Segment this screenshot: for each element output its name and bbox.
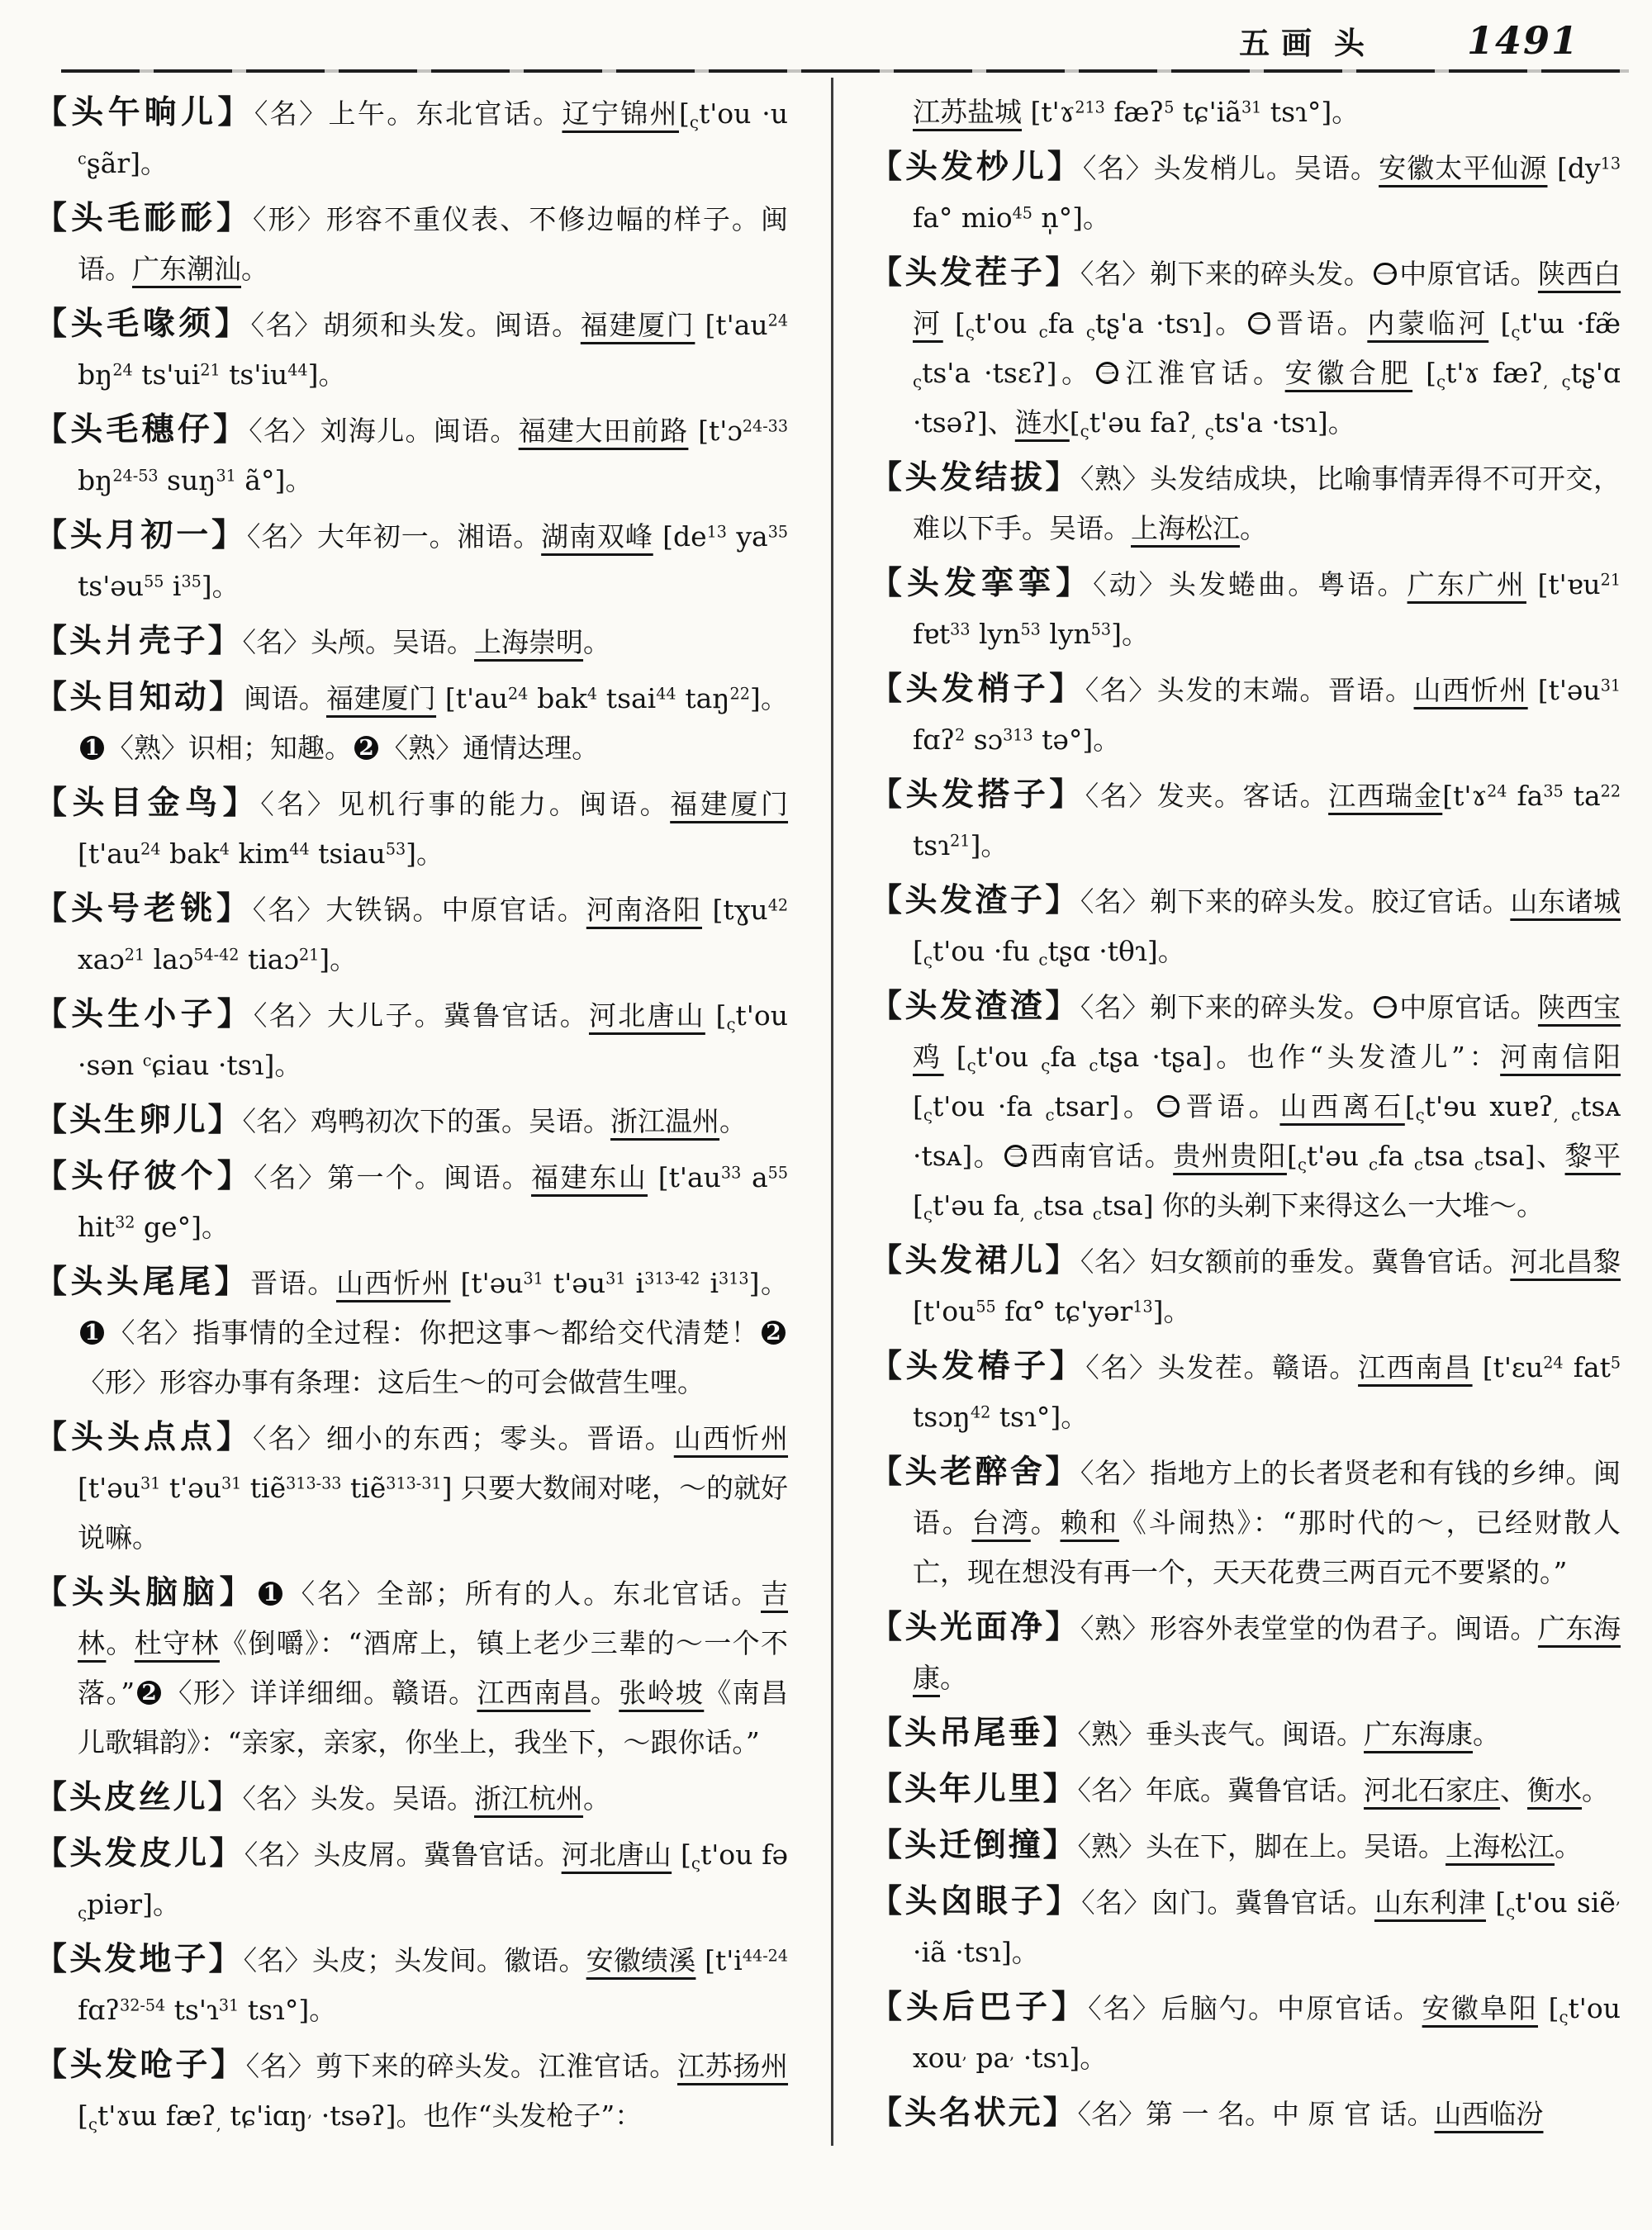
place-name: 江西南昌: [1358, 1351, 1473, 1383]
dictionary-entry: [870, 558, 1621, 659]
header-section-radical: [1239, 18, 1376, 63]
dictionary-entry: [35, 616, 788, 667]
dictionary-entry: [35, 778, 788, 879]
dictionary-entry: [870, 770, 1621, 871]
entry-body: 〈名〉头皮屑。冀鲁官话。河北唐山 [$_\varsigma t'ou$ fə $_\varsigma$piər]。: [78, 1839, 788, 1923]
dictionary-entry: [870, 1820, 1621, 1872]
place-name: 内蒙临河: [1367, 307, 1489, 339]
entry-headword: 【头发裙儿】: [870, 1241, 1080, 1279]
black-circled-number: 2: [137, 1681, 161, 1705]
entry-headword: 【头年儿里】: [870, 1770, 1078, 1808]
place-name: 山西忻州: [1413, 674, 1528, 706]
entry-body: 〈名〉刘海儿。闽语。福建大田前路 [t'ɔ$^{24-33}$ $bŋ^{24-53}$ suŋ$^{31}$ ã°]。: [78, 415, 788, 496]
entry-body: 〈名〉剃下来的碎头发。 一中原官话。陕西宝鸡 [$_\varsigma t'ou$ $_\varsigma$fa $_c$tʂa ·tʂa]。也作“头发渣儿”：河南信阳 [$_\varsigma t'ou \cdot fa$ $_c$tsar]。 二晋语。山西离石[$_\varsigma t'ɘu$ xuɐʔ$_,$ $_c$tsᴀ ·tsᴀ]。 三西南官话。贵州贵阳[$_\varsigma t'əu$ $_c$fa $_c$tsa $_c$tsa]、黎平[$_\varsigma t'əu$ $fa_,$ $_c$tsa $_c$tsa] 你的头剃下来得这么一大堆～。: [913, 991, 1621, 1224]
circled-number: 三: [1004, 1145, 1027, 1167]
dictionary-entry: [35, 1568, 788, 1767]
dictionary-entry: [35, 510, 788, 611]
place-name: 杜守林: [134, 1627, 220, 1659]
dictionary-entry: [870, 2088, 1621, 2139]
entry-headword: 【头迁倒撞】: [870, 1826, 1078, 1864]
dictionary-entry: [870, 1708, 1621, 1759]
entry-body: 〈名〉头发梢儿。吴语。安徽太平仙源 [$dy^{13}$ fa° mio$^{45}$ n̩°]。: [913, 152, 1621, 234]
black-circled-number: 1: [259, 1582, 282, 1606]
entry-headword: 【头月初一】: [35, 516, 247, 554]
place-name: 福建厦门: [670, 788, 789, 820]
place-name: 上海松江: [1131, 512, 1240, 544]
dictionary-entry: [35, 1772, 788, 1824]
entry-body: 〈名〉妇女额前的垂发。冀鲁官话。河北昌黎[$t'ou^{55}$ fɑ° tɕ'yər$^{13}$]。: [913, 1245, 1621, 1327]
dictionary-entry: [35, 1257, 788, 1407]
entry-body: 〈名〉头发。吴语。浙江杭州。: [242, 1782, 611, 1815]
place-name: 山东利津: [1374, 1886, 1486, 1919]
entry-body: 〈熟〉形容外表堂堂的伪君子。闽语。广东海康。: [913, 1612, 1621, 1694]
entry-body: 〈熟〉垂头丧气。闽语。广东海康。: [1077, 1718, 1501, 1750]
entry-body: 〈名〉指地方上的长者贤老和有钱的乡绅。闽语。台湾。赖和《斗闹热》：“那时代的～，已经财散人亡，现在想没有再一个，天天花费三两百元不要紧的。”: [913, 1457, 1621, 1588]
entry-headword: 【头号老铫】: [35, 890, 253, 928]
page-header: [33, 18, 1629, 63]
dictionary-entry: [870, 1764, 1621, 1815]
place-name: 江西南昌: [477, 1677, 591, 1709]
black-circled-number: 2: [354, 736, 378, 760]
entry-headword: 【头发茬子】: [870, 254, 1080, 292]
place-name: 上海崇明: [474, 626, 584, 658]
entry-headword: 【头吊尾垂】: [870, 1714, 1078, 1752]
entry-body: 〈名〉剃下来的碎头发。胶辽官话。山东诸城[$_\varsigma t'ou \cdot fu$ $_c$tʂɑ ·tθɿ]。: [913, 885, 1621, 970]
entry-headword: 【头发梢子】: [870, 670, 1085, 708]
dictionary-entry: [35, 405, 788, 505]
place-name: 黎平: [1564, 1140, 1621, 1172]
circled-number: 三: [1096, 362, 1118, 384]
place-name: 河北唐山: [588, 999, 705, 1032]
place-name: 河北石家庄: [1364, 1774, 1501, 1806]
place-name: 河北昌黎: [1510, 1245, 1621, 1278]
dictionary-entry: [35, 672, 788, 773]
black-circled-number: 2: [762, 1321, 786, 1345]
place-name: 山西忻州: [673, 1422, 789, 1454]
entry-body: 〈名〉剃下来的碎头发。 一中原官话。陕西白河 [$_\varsigma t'ou$ $_c$fa $_\varsigma$tʂ'a ·tsɿ]。 二晋语。内蒙临河 [$_\varsigma t'ɯ$ ·fæ̃ $_\varsigma$ts'a ·tsɛʔ]。 三江淮官话。安徽合肥 [$_\varsigma t'ɤ$ fæʔ$_,$ $_\varsigma$tʂ'ɑ ·tsəʔ]、涟水[$_\varsigma t'əu$ faʔ$_,$ $_\varsigma$ts'a ·tsɿ]。: [913, 258, 1621, 441]
entry-body: 〈名〉大儿子。冀鲁官话。河北唐山 [$_\varsigma t'ou$ ·sən $^c$ɕiau ·tsɿ]。: [78, 999, 788, 1081]
entry-headword: 【头发皮儿】: [35, 1834, 244, 1872]
dictionary-entry: [35, 1412, 788, 1563]
entry-body: 〈名〉头颅。吴语。上海崇明。: [242, 626, 611, 658]
entry-headword: 【头头尾尾】: [35, 1263, 251, 1301]
entry-headword: 【头生卵儿】: [35, 1101, 243, 1139]
place-name: 山西忻州: [336, 1267, 451, 1299]
entry-headword: 【头生小子】: [35, 995, 254, 1033]
dictionary-entry: [870, 1236, 1621, 1336]
entry-headword: 【头老醉舍】: [870, 1453, 1080, 1491]
place-name: 陕西宝鸡: [913, 991, 1621, 1073]
entry-body: 〈熟〉头在下，脚在上。吴语。上海松江。: [1077, 1830, 1583, 1862]
entry-body: 〈名〉剪下来的碎头发。江淮官话。江苏扬州[$_\varsigma t'ɤɯ$ fæʔ$_,$ tɕ'iɑŋ, ·tsəʔ]。也作“头发枪子”：: [78, 2050, 789, 2134]
entry-headword: 【头发结拔】: [870, 458, 1080, 496]
place-name: 贵州贵阳: [1173, 1140, 1287, 1172]
circled-number: 一: [1374, 996, 1396, 1018]
place-name: 河南信阳: [1500, 1041, 1621, 1073]
entry-headword: 【头发挛挛】: [870, 564, 1094, 602]
place-name: 山西临汾: [1434, 2098, 1544, 2130]
entry-headword: 【头名状元】: [870, 2094, 1078, 2132]
dictionary-entry: [870, 1341, 1621, 1442]
place-name: 河北唐山: [561, 1839, 672, 1871]
entry-headword: 【头后巴子】: [870, 1988, 1089, 2026]
left-column: [33, 78, 831, 2146]
entry-body: 〈名〉囟门。冀鲁官话。山东利津 [$_\varsigma t'ou$ siẽ, ·iã ·tsɿ]。: [913, 1886, 1621, 1968]
place-name: 江苏扬州: [676, 2050, 789, 2082]
entry-body: 〈名〉第 一 名。中 原 官 话。山西临汾: [1077, 2098, 1544, 2130]
place-name: 江苏盐城: [913, 96, 1022, 128]
dictionary-entry: [870, 1877, 1621, 1977]
entry-body: 〈名〉大年初一。湘语。湖南双峰 [$de^{13}$ $ya^{35}$ ts'əu$^{55}$ $i^{35}$]。: [78, 520, 789, 602]
dictionary-entry-continuation: [870, 88, 1621, 137]
entry-body: 〈名〉第一个。闽语。福建东山 [$t'au^{33}$ $a^{55}$ hit$^{32}$ ge°]。: [78, 1161, 789, 1243]
entry-headword: 【头毛喙须】: [35, 305, 251, 343]
place-name: 福建厦门: [325, 682, 437, 714]
dictionary-entry: [870, 664, 1621, 765]
entry-body: 〈名〉后脑勺。中原官话。安徽阜阳 [$_\varsigma t'ou$ xou, pa, ·tsɿ]。: [913, 1992, 1621, 2074]
place-name: 衡水: [1527, 1774, 1583, 1806]
entry-headword: 【头发渣子】: [870, 881, 1080, 919]
entry-headword: 【头发地子】: [35, 1940, 244, 1978]
place-name: 赖和: [1060, 1506, 1119, 1539]
entry-body: 〈名〉年底。冀鲁官话。河北石家庄、衡水。: [1077, 1774, 1610, 1806]
entry-body: 〈名〉头发的末端。晋语。山西忻州 [t'əu$^{31}$ fɑʔ$^2$ sɔ$^{313}$ tə°]。: [913, 674, 1621, 756]
dictionary-entry: [35, 88, 788, 188]
black-circled-number: 1: [80, 736, 104, 760]
entry-body: 〈熟〉头发结成块，比喻事情弄得不可开交，难以下手。吴语。上海松江。: [913, 463, 1621, 544]
dictionary-entry: [35, 884, 788, 985]
entry-headword: 【头头脑脑】: [35, 1573, 257, 1611]
dictionary-entry: [35, 2040, 788, 2141]
entry-body: 晋语。山西忻州 [t'əu$^{31}$ t'əu$^{31}$ $i^{313-42}$ $i^{313}$]。1 〈名〉指事情的全过程：你把这事～都给交代清楚！ 2〈形〉形容办事有条理：这后生～的可会做营生哩。: [78, 1267, 789, 1398]
place-name: 浙江温州: [610, 1105, 720, 1137]
entry-body: 〈名〉见机行事的能力。闽语。福建厦门 [$t'au^{24}$ bak$^4$ kim$^{44}$ tsiau$^{53}$]。: [78, 788, 789, 870]
circled-number: 二: [1248, 312, 1270, 334]
entry-body: 〈名〉大铁锅。中原官话。河南洛阳 [tɣu$^{42}$ xaɔ$^{21}$ laɔ$^{54-42}$ tiaɔ$^{21}$]。: [78, 894, 789, 975]
entry-headword: 【头发椿子】: [870, 1347, 1086, 1385]
entry-headword: 【头囟眼子】: [870, 1882, 1082, 1920]
place-name: 安徽阜阳: [1422, 1992, 1538, 2024]
entry-headword: 【头午晌儿】: [35, 93, 254, 131]
dictionary-entry: [870, 1982, 1621, 2083]
entry-body: 〈名〉头发茬。赣语。江西南昌 [t'ɛu$^{24}$ fat$^5$ tsɔŋ$^{42}$ tsɿ°]。: [913, 1351, 1621, 1433]
place-name: 福建大田前路: [518, 415, 689, 447]
right-column: [831, 78, 1629, 2146]
dictionary-entry: [35, 299, 788, 400]
entry-headword: 【头发呛子】: [35, 2046, 246, 2084]
entry-body: 江苏盐城 [t'ɤ$^{213}$ fæʔ$^5$ $tɕ'iã^{31}$ tsɿ°]。: [913, 96, 1360, 128]
place-name: 山西离石: [1279, 1090, 1405, 1122]
circled-number: 一: [1374, 263, 1396, 285]
circled-number: 二: [1157, 1095, 1180, 1117]
place-name: 辽宁锦州: [562, 97, 679, 130]
dictionary-entry: [870, 1447, 1621, 1597]
dictionary-entry: [870, 453, 1621, 553]
entry-headword: 【头仔彼个】: [35, 1157, 254, 1195]
page-number: 1491: [1466, 18, 1579, 63]
place-name: 湖南双峰: [541, 520, 653, 553]
entry-body: 〈动〉头发蜷曲。粤语。广东广州 [t'ɐu$^{21}$ fɐt$^{33}$ lyn$^{53}$ lyn$^{53}$]。: [913, 568, 1621, 650]
entry-headword: 【头毛穗仔】: [35, 410, 249, 448]
place-name: 广东海康: [1364, 1718, 1474, 1750]
dictionary-entry: [35, 989, 788, 1090]
entry-body: 〈形〉形容不重仪表、不修边幅的样子。闽语。广东潮汕。: [78, 203, 789, 285]
place-name: 吉林: [78, 1578, 789, 1659]
entry-headword: 【头发搭子】: [870, 776, 1085, 814]
dictionary-entry: [870, 142, 1621, 243]
dictionary-entry: [35, 1151, 788, 1252]
place-name: 河南洛阳: [586, 894, 702, 926]
entry-body: 〈名〉细小的东西；零头。晋语。山西忻州 [t'əu$^{31}$ t'əu$^{31}$ tiẽ$^{313-33}$ tiẽ$^{313-31}$] 只要大数闹对咾，～的就好说嘛。: [78, 1422, 789, 1554]
entry-headword: 【头爿壳子】: [35, 622, 243, 660]
entry-headword: 【头头点点】: [35, 1418, 254, 1456]
place-name: 江西瑞金: [1328, 780, 1443, 812]
entry-body: 闽语。福建厦门 [$t'au^{24}$ bak$^4$ tsai$^{44}$ taŋ$^{22}$]。1 〈熟〉识相；知趣。 2 〈熟〉通情达理。: [78, 682, 788, 764]
entry-headword: 【头毛耏耏】: [35, 199, 254, 237]
dictionary-entry: [35, 1934, 788, 2035]
place-name: 广东广州: [1407, 568, 1526, 600]
place-name: 安徽绩溪: [586, 1944, 696, 1976]
dictionary-entry: [35, 1829, 788, 1929]
entry-body: 1 〈名〉全部；所有的人。东北官话。吉林。杜守林《倒嚼》：“酒席上，镇上老少三辈的～一个不落。” 2 〈形〉详详细细。赣语。江西南昌。张岭坡《南昌儿歌辑韵》：“亲家，亲家，你坐上，我坐下，～跟你话。”: [78, 1578, 789, 1758]
black-circled-number: 1: [80, 1321, 104, 1345]
entry-body: 〈名〉发夹。客话。江西瑞金[t'ɤ$^{24}$ $fa^{35}$ $ta^{22}$ tsɿ$^{21}$]。: [913, 780, 1621, 861]
place-name: 张岭坡: [619, 1677, 705, 1709]
entry-headword: 【头光面净】: [870, 1608, 1080, 1646]
place-name: 浙江杭州: [474, 1782, 584, 1815]
entry-body: 〈名〉头皮；头发间。徽语。安徽绩溪 [$t'i^{44-24}$ fɑʔ$^{32-54}$ ts'ɿ$^{31}$ tsɿ°]。: [78, 1944, 789, 2026]
dictionary-entry: [35, 193, 788, 294]
header-section-label: 五画: [1239, 25, 1324, 61]
dictionary-entry: [870, 981, 1621, 1231]
entry-headword: 【头目金鸟】: [35, 784, 261, 822]
entry-headword: 【头皮丝儿】: [35, 1778, 243, 1816]
place-name: 上海松江: [1446, 1830, 1555, 1862]
place-name: 安徽太平仙源: [1379, 152, 1548, 184]
place-name: 福建东山: [531, 1161, 648, 1193]
columns: [33, 78, 1629, 2146]
place-name: 陕西白河: [913, 258, 1621, 339]
place-name: 安徽合肥: [1284, 357, 1413, 389]
entry-body: 〈名〉胡须和头发。闽语。福建厦门 [$t'au^{24}$ $bŋ^{24}$ $ts'ui^{21}$ $ts'iu^{44}$]。: [78, 309, 789, 391]
place-name: 广东海康: [913, 1612, 1621, 1694]
place-name: 广东潮汕: [132, 253, 241, 285]
place-name: 山东诸城: [1510, 885, 1621, 918]
place-name: 涟水: [1014, 406, 1070, 439]
entry-headword: 【头发渣渣】: [870, 987, 1080, 1025]
entry-body: 〈名〉上午。东北官话。辽宁锦州[$_\varsigma t'ou \cdot u$ $^c$ʂãr]。: [78, 97, 789, 179]
dictionary-entry: [870, 875, 1621, 976]
dictionary-entry: [870, 1602, 1621, 1703]
entry-headword: 【头目知动】: [35, 678, 244, 716]
header-rule: [61, 69, 1629, 73]
place-name: 台湾: [971, 1506, 1031, 1539]
dictionary-entry: [870, 248, 1621, 448]
place-name: 福建厦门: [580, 309, 695, 341]
dictionary-entry: [35, 1095, 788, 1146]
entry-headword: 【头发杪儿】: [870, 148, 1083, 186]
header-radical-label: 头: [1333, 25, 1376, 61]
entry-body: 〈名〉鸡鸭初次下的蛋。吴语。浙江温州。: [242, 1105, 748, 1137]
